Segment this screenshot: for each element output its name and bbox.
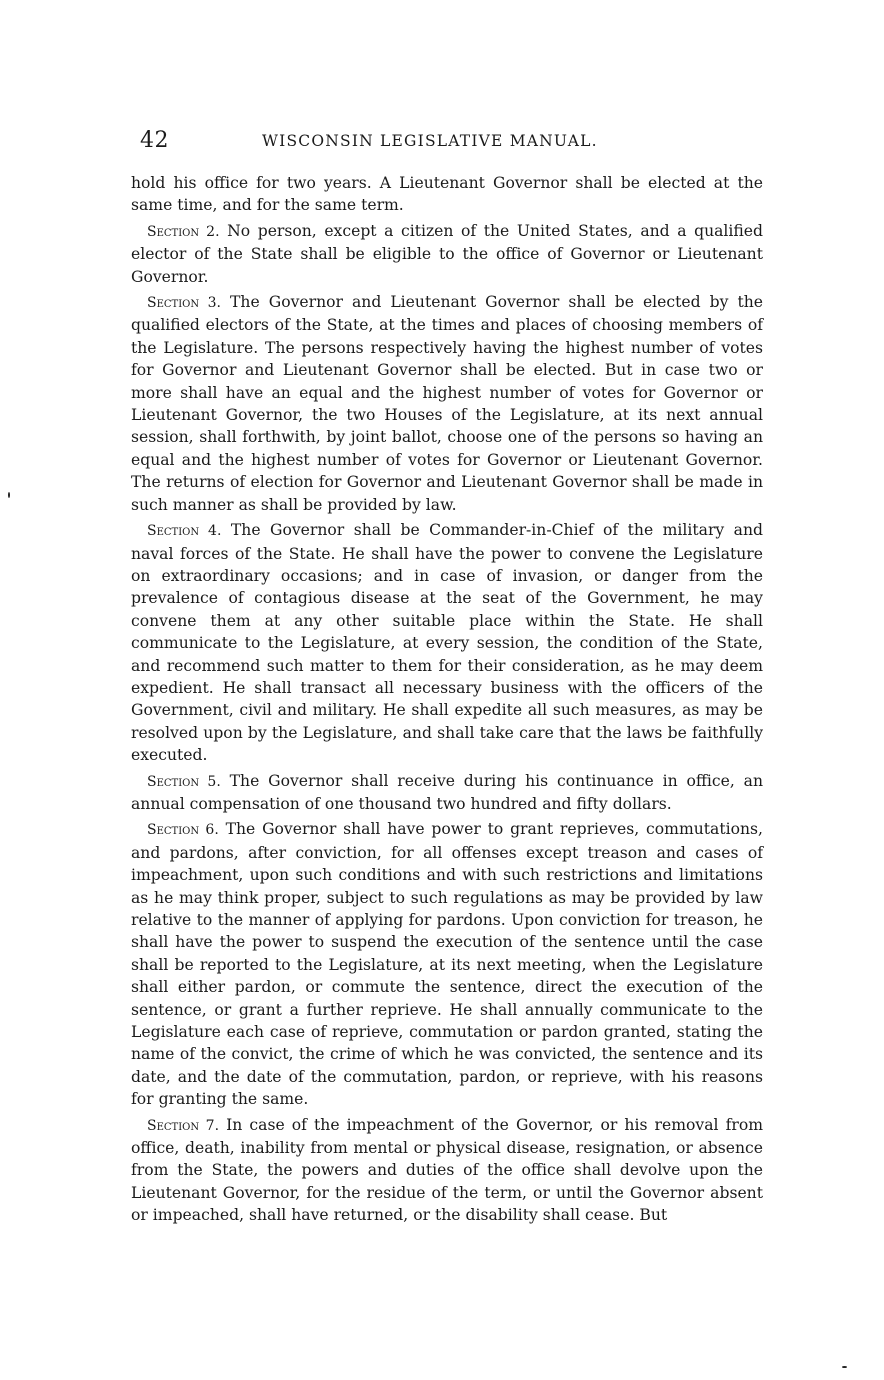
paragraph-text: The Governor shall be Commander-in-Chief of the military and naval forces of the State. He shall have the power to convene the Legislature on extraordinary occasions; and in case of invasion, or danger from the prevalence of contagious disease at the seat of the Government, he may convene them at any other suitable place within the State. He shall communicate to the Legislature, at every session, the condition of the State, and recommend such matter to them for their consideration, as he may deem expedient. He shall transact all necessary business with the officers of the Government, civil and military. He shall expedite all such measures, as may be resolved upon by the Legislature, and shall take care that the laws be faithfully executed. [131, 521, 763, 765]
paragraph-section-6 [131, 818, 763, 1110]
paragraph-section-4 [131, 519, 763, 766]
body-text [131, 172, 763, 1230]
paragraph-section-3 [131, 291, 763, 516]
scan-speck [842, 1366, 847, 1368]
paragraph-text: The Governor shall have power to grant reprieves, commutations, and pardons, after conviction, for all offenses except treason and cases of impeachment, upon such conditions and with such restrictions and limitations as he may think proper, subject to such regulations as may be provided by law relative to the manner of applying for pardons. Upon conviction for treason, he shall have the power to suspend the execution of the sentence until the case shall be reported to the Legislature, at its next meeting, when the Legislature shall either pardon, or commute the sentence, direct the execution of the sentence, or grant a further reprieve. He shall annually communicate to the Legislature each case of reprieve, commutation or pardon granted, stating the name of the convict, the crime of which he was convicted, the sentence and its date, and the date of the commutation, pardon, or reprieve, with his reasons for granting the same. [131, 820, 764, 1109]
section-label: Section 3. [147, 295, 221, 312]
section-label: Section 6. [147, 822, 219, 839]
paragraph-text: The Governor and Lieutenant Governor shall be elected by the qualified electors of the State, at the times and places of choosing members of the Legislature. The persons respectively having the highest number of votes for Governor and Lieutenant Governor shall be elected. But in case two or more shall have an equal and the highest number of votes for Governor or Lieutenant Governor, the two Houses of the Legislature, at its next annual session, shall forthwith, by joint ballot, choose one of the persons so having an equal and the highest number of votes for Governor or Lieutenant Governor. The returns of election for Governor and Lieutenant Governor shall be made in such manner as shall be provided by law. [131, 293, 763, 514]
section-label: Section 4. [147, 523, 222, 540]
paragraph-continuation [131, 172, 763, 217]
section-label: Section 2. [147, 223, 220, 240]
paragraph-section-2 [131, 220, 763, 288]
paragraph-text: hold his office for two years. A Lieutenant Governor shall be elected at the same time, and for the same term. [131, 174, 763, 215]
scan-speck [8, 492, 10, 498]
paragraph-text: No person, except a citizen of the United States, and a qualified elector of the State shall be eligible to the office of Governor or Lieutenant Governor. [131, 221, 763, 286]
header-title: WISCONSIN LEGISLATIVE MANUAL. [262, 132, 598, 150]
section-label: Section 7. [147, 1117, 220, 1134]
paragraph-section-5 [131, 770, 763, 816]
running-head [140, 128, 640, 154]
paragraph-text: The Governor shall receive during his continuance in office, an annual compensation of one thousand two hundred and fifty dollars. [131, 771, 763, 813]
paragraph-text: In case of the impeachment of the Governor, or his removal from office, death, inability from mental or physical disease, resignation, or absence from the State, the powers and duties of the office shall devolve upon the Lieutenant Governor, for the residue of the term, or until the Governor absent or impeached, shall have returned, or the disability shall cease. But [131, 1115, 763, 1225]
paragraph-section-7 [131, 1114, 763, 1227]
page-number: 42 [140, 128, 169, 153]
section-label: Section 5. [147, 773, 221, 790]
